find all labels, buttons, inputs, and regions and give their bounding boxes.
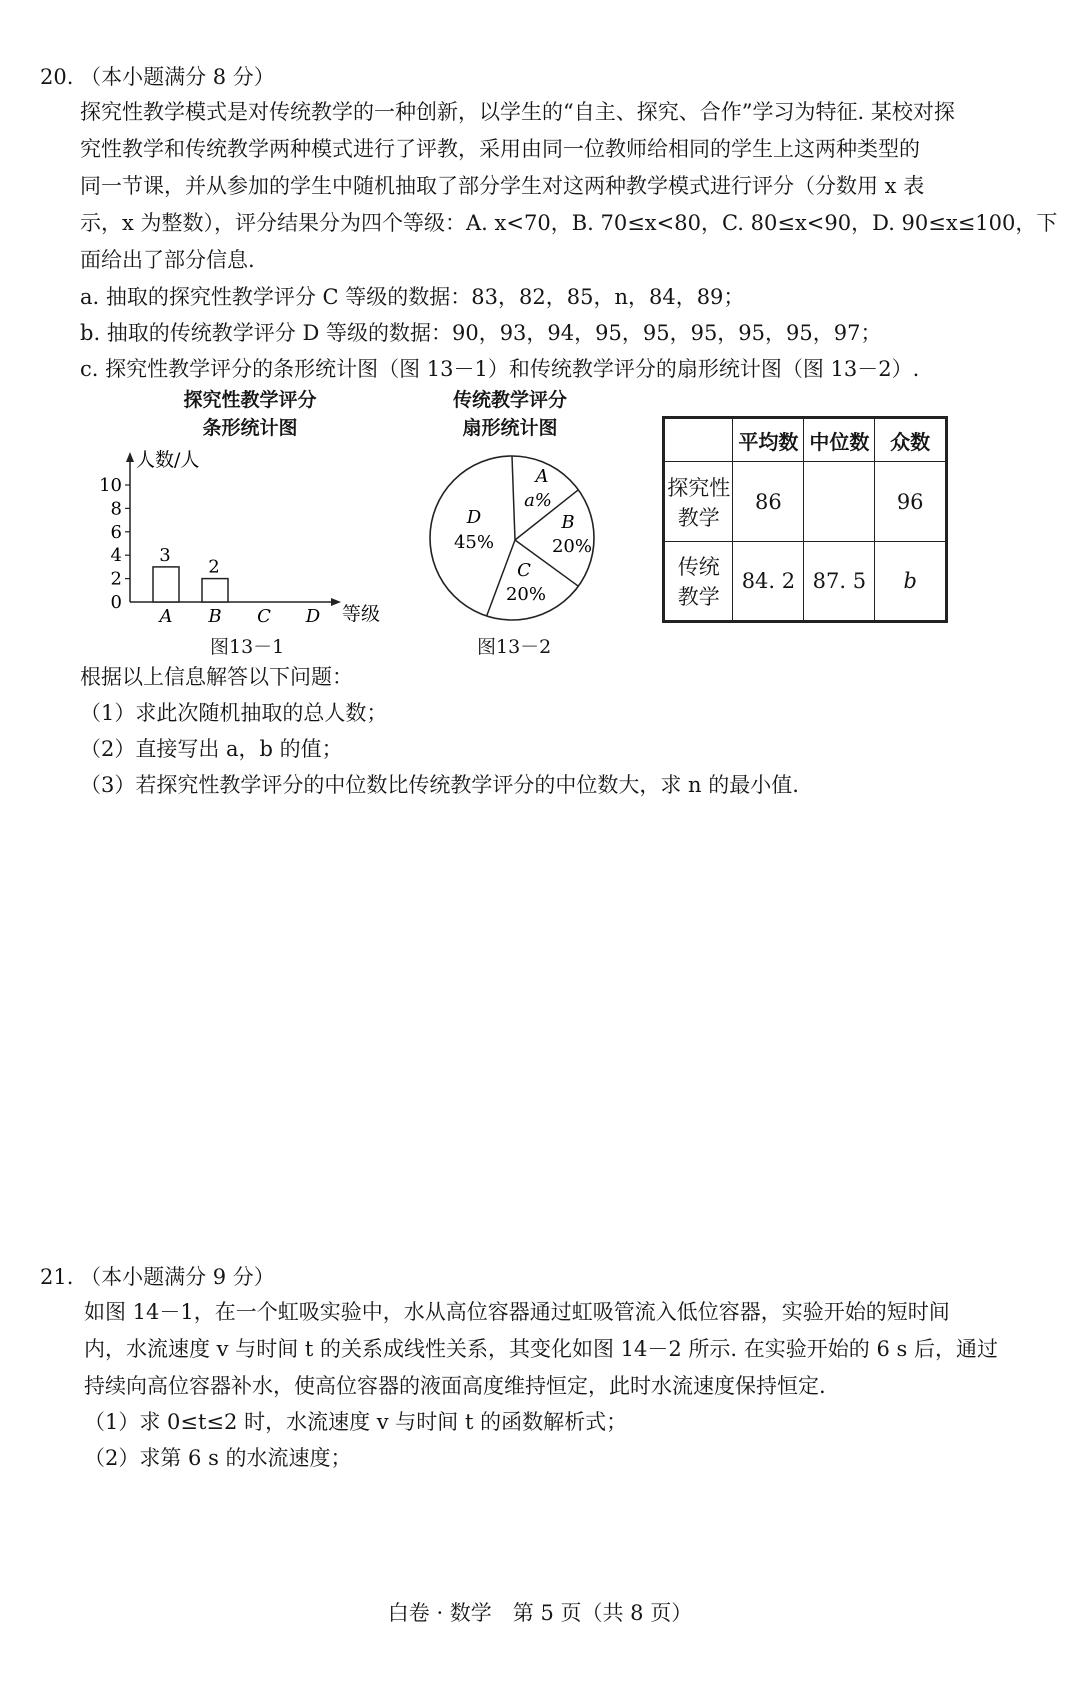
bar-value-label: 3 — [159, 544, 171, 566]
cell-mean: 86 — [733, 462, 804, 542]
q20-text-line: 探究性教学模式是对传统教学的一种创新，以学生的“自主、探究、合作”学习为特征. 某校对探 — [80, 100, 955, 124]
header-mode: 众数 — [875, 418, 947, 462]
pie-slice-value: 20% — [505, 584, 547, 605]
bar-chart — [95, 440, 415, 640]
q21-question-2: （2）求第 6 s 的水流速度； — [84, 1446, 352, 1470]
y-axis-arrow-icon — [126, 452, 134, 462]
bar-value-label: 2 — [208, 556, 220, 578]
pie-slice-value: a% — [524, 490, 552, 511]
pie-chart-title-line1: 传统教学评分 — [452, 389, 567, 411]
y-tick-label: 0 — [110, 592, 122, 613]
q20-text-line: 同一节课，并从参加的学生中随机抽取了部分学生对这两种教学模式进行评分（分数用 x 表 — [80, 174, 925, 198]
cell-mode: b — [875, 542, 947, 622]
pie-chart-caption: 图13－2 — [477, 636, 552, 658]
header-mean: 平均数 — [733, 418, 804, 462]
q21-header: 21. （本小题满分 9 分） — [40, 1265, 275, 1289]
q21-text-line: 持续向高位容器补水，使高位容器的液面高度维持恒定，此时水流速度保持恒定. — [84, 1374, 826, 1398]
y-tick-label: 10 — [99, 475, 122, 496]
bar — [153, 567, 179, 602]
q21-question-1: （1）求 0≤t≤2 时，水流速度 v 与时间 t 的函数解析式； — [84, 1410, 628, 1434]
pie-slice-label: C — [517, 560, 531, 581]
q20-text-line: 示，x 为整数），评分结果分为四个等级：A. x<70，B. 70≤x<80，C. 80≤x<90，D. 90≤x≤100，下 — [80, 211, 1058, 235]
bar — [202, 579, 228, 602]
bar-chart-title-line1: 探究性教学评分 — [183, 389, 317, 411]
row-name-line: 教学 — [677, 585, 720, 609]
q20-prompt: 根据以上信息解答以下问题： — [80, 665, 353, 689]
q20-header: 20. （本小题满分 8 分） — [40, 65, 275, 89]
x-axis-label: 等级 — [342, 603, 381, 625]
bar-chart-caption: 图13－1 — [210, 636, 285, 658]
q20-info-c: c. 探究性教学评分的条形统计图（图 13－1）和传统教学评分的扇形统计图（图 13－2）. — [80, 357, 920, 381]
bar-chart-title — [140, 386, 360, 442]
row-name-line: 教学 — [677, 505, 720, 530]
table-header-row — [664, 418, 947, 462]
pie-slice-value: 45% — [453, 532, 495, 553]
x-axis-arrow-icon — [331, 598, 341, 606]
table-row — [664, 462, 947, 542]
x-tick-label: A — [159, 606, 173, 627]
x-tick-label: D — [305, 606, 321, 627]
y-tick-label: 8 — [110, 498, 122, 520]
y-axis-label: 人数/人 — [136, 449, 200, 471]
y-tick-label: 4 — [110, 545, 122, 567]
cell-median: 87. 5 — [804, 542, 875, 622]
q20-text-line: 面给出了部分信息. — [80, 248, 255, 272]
x-tick-label: B — [208, 606, 222, 627]
q20-text-line: 究性教学和传统教学两种模式进行了评教，采用由同一位教师给相同的学生上这两种类型的 — [80, 137, 920, 161]
cell-median — [804, 462, 875, 542]
q21-text-line: 内，水流速度 v 与时间 t 的关系成线性关系，其变化如图 14－2 所示. 在实验开始的 6 s 后，通过 — [84, 1337, 998, 1361]
q20-question-1: （1）求此次随机抽取的总人数； — [80, 701, 388, 725]
q20-question-2: （2）直接写出 a，b 的值； — [80, 737, 343, 761]
x-tick-label: C — [257, 606, 271, 627]
stats-table — [662, 416, 948, 623]
table-corner-cell — [664, 418, 733, 462]
pie-chart-title-line2: 扇形统计图 — [462, 417, 558, 439]
q20-question-3: （3）若探究性教学评分的中位数比传统教学评分的中位数大，求 n 的最小值. — [80, 773, 799, 797]
pie-chart — [420, 448, 610, 628]
bar-chart-title-line2: 条形统计图 — [202, 417, 298, 439]
pie-chart-title — [400, 386, 620, 442]
row-name-line: 传统 — [677, 555, 720, 579]
pie-slice-value: 20% — [551, 536, 593, 557]
header-median: 中位数 — [804, 418, 875, 462]
cell-mode: 96 — [875, 462, 947, 542]
pie-slice-label: B — [561, 512, 575, 533]
row-name-explore — [664, 462, 733, 542]
table-row — [664, 542, 947, 622]
pie-slice-label: A — [535, 466, 549, 487]
y-tick-label: 2 — [110, 568, 122, 590]
q20-info-a: a. 抽取的探究性教学评分 C 等级的数据：83，82，85，n，84，89； — [80, 285, 745, 309]
page-footer: 白卷 · 数学 第 5 页（共 8 页） — [387, 1601, 693, 1625]
row-name-traditional — [664, 542, 733, 622]
q20-info-b: b. 抽取的传统教学评分 D 等级的数据：90，93，94，95，95，95，95，95，97； — [80, 321, 882, 345]
cell-mean: 84. 2 — [733, 542, 804, 622]
y-tick-label: 6 — [110, 521, 122, 543]
row-name-line: 探究性 — [667, 475, 731, 500]
q21-text-line: 如图 14－1，在一个虹吸实验中，水从高位容器通过虹吸管流入低位容器，实验开始的短时间 — [84, 1300, 950, 1324]
pie-slice-label: D — [466, 507, 482, 528]
